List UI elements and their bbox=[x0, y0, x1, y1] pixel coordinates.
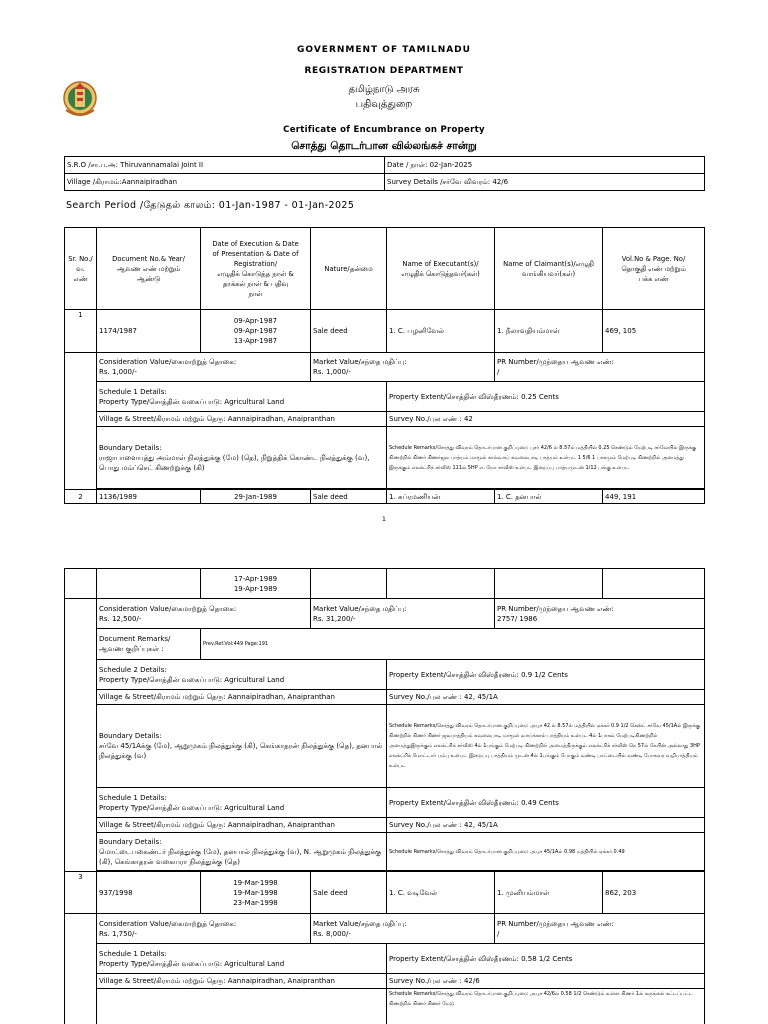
entry-nature: Sale deed bbox=[311, 310, 387, 353]
col-header-claimant: Name of Claimant(s)/எழுதி வாங்கியவர்(கள்) bbox=[495, 228, 603, 310]
certificate-title: Certificate of Encumbrance on Property bbox=[283, 125, 485, 135]
entry-dates: 17-Apr-1989 19-Apr-1989 bbox=[201, 569, 311, 599]
table-row bbox=[65, 872, 705, 914]
table-row bbox=[65, 833, 705, 871]
property-extent: Property Extent/சொத்தின் விஸ்தீரணம்: 0.58 1/2 Cents bbox=[387, 944, 705, 974]
document-remarks: Prev.Ref.Vol:449 Page:191 bbox=[201, 629, 705, 660]
table-row bbox=[65, 989, 705, 1024]
property-extent: Property Extent/சொத்தின் விஸ்தீரணம்: 0.9 1/2 Cents bbox=[387, 660, 705, 690]
document-remarks-label: Document Remarks/ ஆவண குறிப்புகள் : bbox=[97, 629, 201, 660]
village-street: Village & Street/கிராமம் மற்றும் தெரு: Aannaipiradhan, Anaipranthan bbox=[97, 412, 387, 427]
consideration-value: Consideration Value/கைமாற்றுத் தொகை: Rs. 1,750/- bbox=[97, 914, 311, 944]
col-header-dates: Date of Execution & Date of Presentation & Date of Registration/ எழுதிக் கொடுத்த நாள் & தாக்கல் நாள் & பதிவு நாள் bbox=[201, 228, 311, 310]
entry-sr-no: 3 bbox=[65, 872, 97, 914]
table-row bbox=[65, 974, 705, 989]
boundary-details: Boundary Details: ராஜாபாளையத்து அம்மாள் நிலத்துக்கு (மே) (தெ), நிறுத்திக் கொண்ட நிலத்துக்கு (வ), பொது மம்ப்செட் கிணற்றுக்கு (கி) bbox=[97, 427, 387, 489]
col-header-nature: Nature/தன்மை bbox=[311, 228, 387, 310]
village-street: Village & Street/கிராமம் மற்றும் தெரு: Aannaipiradhan, Anaipranthan bbox=[97, 974, 387, 989]
entry-nature: Sale deed bbox=[311, 872, 387, 914]
spacer-cell bbox=[65, 599, 97, 872]
table-row bbox=[65, 660, 705, 690]
pr-number: PR Number/முந்தைய ஆவண எண்: / bbox=[495, 353, 705, 382]
entry-executant: 1. சுப்ரமணியன் bbox=[387, 490, 495, 504]
schedule-remarks: Schedule Remarks/சொத்து விவரம் தொடர்பான குறிப்புரை: அபுச 42 ல் 8.57ல் மத்தியில் ஏக்கர் 0.9 1/2 சென்ட் சர்வே 45/1Aல் இருக்கு கிணற்றில் கிணர் கிணர் ஜலபாத்தியம் கவலைபாடி மாமூல் வாய்க்கால் பாத்தியம் உள்பட 4ல் 1பாகம் மேற்படிகிணற்றில் அமைத்துஇருக்கும் எலக்ட்ரிக் சர்வீஸ் 4ல் 1பங்கும் மேற்படி கிணற்றில் அமைத்திருக்கும் எலக்ட்ரிக் சர்வீஸ் நெ 57ல் கேபின் அல்லாது 3HP எலக்ட்ரிக் மோட்டார் பம்பு உள்பட இறைப்பு பாத்தியம் முடன் 4ல் 1பங்கும் போகும் வண்டி பாட்டையில் வண்டி போகவர வழிபாத்தியம் உள்பட bbox=[387, 705, 705, 788]
office-info-table bbox=[64, 156, 705, 191]
table-row bbox=[65, 353, 705, 382]
boundary-details: Boundary Details: சர்வே 45/1Aக்கு (மே), ஆறுமுகம் நிலத்துக்கு (கி), கெங்காதரன் நிலத்துக்கு (தெ), தனபால் நிலத்துக்கு (வ) bbox=[97, 705, 387, 788]
boundary-details: Boundary Details: மொட்டைபகைண்டர் நிலத்துக்கு (மே), தனபால் நிலத்துக்கு (வ), N. ஆறுமுகம் நிலத்துக்கு (கி), கெங்காதரன் வகையரா நிலத்துக்கு (தெ) bbox=[97, 833, 387, 871]
department-title-tamil: பதிவுத்துறை bbox=[355, 99, 413, 110]
entry-volume-page: 862, 203 bbox=[603, 872, 705, 914]
sro-field: S.R.O /சா.ப.அ: Thiruvannamalai Joint II bbox=[65, 157, 385, 174]
entry-nature: Sale deed bbox=[311, 490, 387, 504]
table-row bbox=[65, 599, 705, 629]
entry-executant: 1. C. பழனிவேல் bbox=[387, 310, 495, 353]
page-number: 1 bbox=[381, 515, 387, 523]
survey-number: Survey No./புல எண் : 42/6 bbox=[387, 974, 705, 989]
encumbrance-table-page2 bbox=[64, 568, 705, 1024]
entry-claimant: 1. நீலாவதியம்மாள் bbox=[495, 310, 603, 353]
table-row bbox=[65, 690, 705, 705]
col-header-executant: Name of Executant(s)/ எழுதிக் கொடுத்தவர்(கள்) bbox=[387, 228, 495, 310]
entry-volume-page: 469, 105 bbox=[603, 310, 705, 353]
entry-document-no: 1174/1987 bbox=[97, 310, 201, 353]
entry-sr-no: 1 bbox=[65, 310, 97, 353]
table-row bbox=[65, 310, 705, 353]
certificate-title-tamil: சொத்து தொடர்பான வில்லங்கச் சான்று bbox=[291, 140, 477, 152]
schedule-property-type: Schedule 2 Details: Property Type/சொத்தின் வகைப்பாடு: Agricultural Land bbox=[97, 660, 387, 690]
schedule-property-type: Schedule 1 Details: Property Type/சொத்தின் வகைப்பாடு: Agricultural Land bbox=[97, 382, 387, 412]
market-value: Market Value/சந்தை மதிப்பு: Rs. 31,200/- bbox=[311, 599, 495, 629]
schedule-remarks: Schedule Remarks/சொத்து விவரம் தொடர்பான குறிப்புரை: புசர் 42/6 ல் 8.57ல் மத்தியில் 0.25 செண்டும் மேற்படி சர்வேயில் இருக்கு கிணற்றில் கிணர் கிணர்ஜல பாத்யம் மாமூல் கால்வாய் கவலைபாடி பாத்யம் உள்பட 1 5/6 1 பாகமும் மேற்படி கிணற்றில் அமைத்து இருக்கும் எலக்ட்ரிக் சர்வீஸ் 111ல் 5HP எ. மோ சர்வீஸ் உள்பட இறைப்பு பாத்யமுடன் 1/12 பங்கு உள்பட bbox=[387, 427, 705, 489]
market-value: Market Value/சந்தை மதிப்பு: Rs. 8,000/- bbox=[311, 914, 495, 944]
property-extent: Property Extent/சொத்தின் விஸ்தீரணம்: 0.25 Cents bbox=[387, 382, 705, 412]
pr-number: PR Number/முந்தைய ஆவண எண்: / bbox=[495, 914, 705, 944]
col-header-volume-page: Vol.No & Page. No/ தொகுதி எண் மற்றும் பக்க எண் bbox=[603, 228, 705, 310]
table-header-row bbox=[65, 228, 705, 310]
table-row bbox=[65, 818, 705, 833]
consideration-value: Consideration Value/கைமாற்றுத் தொகை: Rs. 12,500/- bbox=[97, 599, 311, 629]
survey-number: Survey No./புல எண் : 42, 45/1A bbox=[387, 818, 705, 833]
village-field: Village /கிராமம்:Aannaipiradhan bbox=[65, 174, 385, 191]
table-row bbox=[65, 490, 705, 504]
schedule-remarks: Schedule Remarks/சொத்து விவரம் தொடர்பான குறிப்புரை: அபுச 42/6ல் 0.58 1/2 செண்டும் உள்ள கிணர் 1ல் கருங்கல் கட்டப்பட்ட கிணற்றில் கிணர் கிணர் மேடு bbox=[387, 989, 705, 1024]
survey-details-field: Survey Details /சர்வே விவரம்: 42/6 bbox=[385, 174, 705, 191]
survey-number: Survey No./புல எண் : 42, 45/1A bbox=[387, 690, 705, 705]
survey-number: Survey No./புல எண் : 42 bbox=[387, 412, 705, 427]
entry-sr-no: 2 bbox=[65, 490, 97, 504]
spacer-cell bbox=[65, 914, 97, 1024]
table-row bbox=[65, 944, 705, 974]
spacer-cell bbox=[65, 353, 97, 490]
entry-dates: 19-Mar-1998 19-Mar-1998 23-Mar-1998 bbox=[201, 872, 311, 914]
department-title: REGISTRATION DEPARTMENT bbox=[304, 66, 464, 76]
schedule-property-type: Schedule 1 Details: Property Type/சொத்தின் வகைப்பாடு: Agricultural Land bbox=[97, 788, 387, 818]
schedule-remarks: Schedule Remarks/சொத்து விவரம் தொடர்பான குறிப்புரை: அபுச 45/1Aல் 0.98 மத்தியில் ஏக்கர் 0.49 bbox=[387, 833, 705, 871]
entry-claimant: 1. முனியம்மாள் bbox=[495, 872, 603, 914]
government-title-tamil: தமிழ்நாடு அரசு bbox=[348, 84, 420, 95]
government-title: GOVERNMENT OF TAMILNADU bbox=[297, 45, 471, 55]
schedule-property-type: Schedule 1 Details: Property Type/சொத்தின் வகைப்பாடு: Agricultural Land bbox=[97, 944, 387, 974]
date-field: Date / நாள்: 02-Jan-2025 bbox=[385, 157, 705, 174]
col-header-document: Document No.& Year/ ஆவண எண் மற்றும் ஆண்டு bbox=[97, 228, 201, 310]
table-row bbox=[65, 788, 705, 818]
village-street: Village & Street/கிராமம் மற்றும் தெரு: Aannaipiradhan, Anaipranthan bbox=[97, 818, 387, 833]
property-extent: Property Extent/சொத்தின் விஸ்தீரணம்: 0.49 Cents bbox=[387, 788, 705, 818]
consideration-value: Consideration Value/கைமாற்றுத் தொகை: Rs. 1,000/- bbox=[97, 353, 311, 382]
entry-dates: 29-Jan-1989 bbox=[201, 490, 311, 504]
entry-claimant: 1. C. தனபால் bbox=[495, 490, 603, 504]
col-header-sr: Sr. No./ வ. எண் bbox=[65, 228, 97, 310]
table-row bbox=[65, 427, 705, 489]
table-row bbox=[65, 629, 705, 660]
pr-number: PR Number/முந்தைய ஆவண எண்: 2757/ 1986 bbox=[495, 599, 705, 629]
entry-document-no: 1136/1989 bbox=[97, 490, 201, 504]
entry-volume-page: 449, 191 bbox=[603, 490, 705, 504]
table-row bbox=[65, 705, 705, 788]
entry-document-no: 937/1998 bbox=[97, 872, 201, 914]
table-row bbox=[65, 412, 705, 427]
village-street: Village & Street/கிராமம் மற்றும் தெரு: Aannaipiradhan, Anaipranthan bbox=[97, 690, 387, 705]
encumbrance-table-page1 bbox=[64, 227, 705, 504]
search-period: Search Period /தேடுதல் காலம்: 01-Jan-1987 - 01-Jan-2025 bbox=[66, 200, 355, 211]
table-row bbox=[65, 569, 705, 599]
entry-dates: 09-Apr-1987 09-Apr-1987 13-Apr-1987 bbox=[201, 310, 311, 353]
table-row bbox=[65, 382, 705, 412]
table-row bbox=[65, 914, 705, 944]
market-value: Market Value/சந்தை மதிப்பு: Rs. 1,000/- bbox=[311, 353, 495, 382]
entry-executant: 1. C. வடிவேல் bbox=[387, 872, 495, 914]
